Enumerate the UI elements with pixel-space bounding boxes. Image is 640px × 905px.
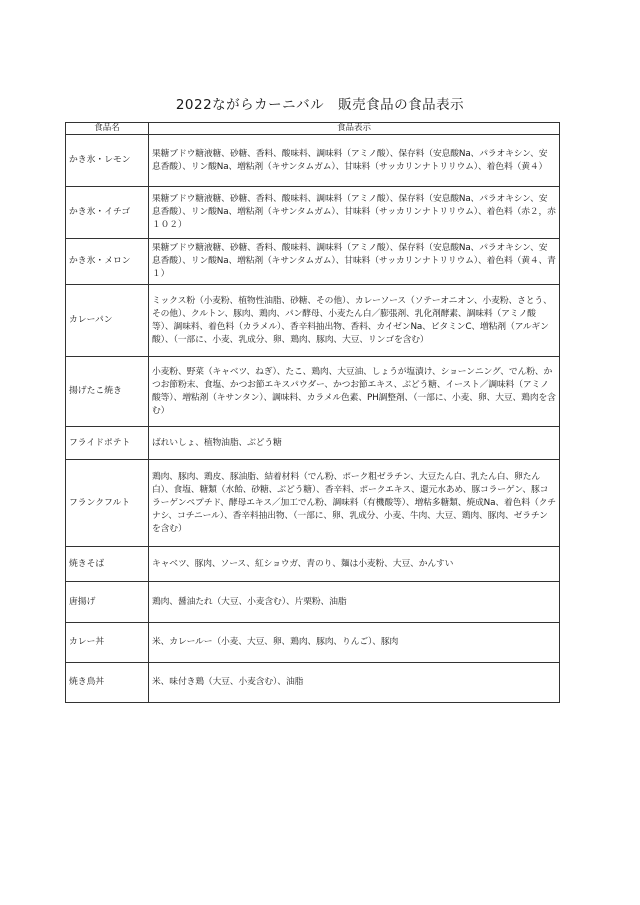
food-name-cell: 唐揚げ xyxy=(66,582,149,623)
food-label-cell: ばれいしょ、植物油脂、ぶどう糖 xyxy=(149,427,560,460)
table-row xyxy=(66,427,560,460)
food-name-cell: かき氷・レモン xyxy=(66,135,149,187)
table-row xyxy=(66,239,560,285)
table-row xyxy=(66,547,560,582)
table-row xyxy=(66,460,560,547)
column-header-food-name: 食品名 xyxy=(66,123,149,135)
food-name-cell: カレーパン xyxy=(66,285,149,357)
food-label-cell: 米、味付き鶏（大豆、小麦含む）、油脂 xyxy=(149,663,560,703)
food-label-cell: キャベツ、豚肉、ソース、紅ショウガ、青のり、麺は小麦粉、大豆、かんすい xyxy=(149,547,560,582)
food-name-cell: 焼き鳥丼 xyxy=(66,663,149,703)
table-row xyxy=(66,663,560,703)
food-name-cell: かき氷・メロン xyxy=(66,239,149,285)
table-row xyxy=(66,187,560,239)
food-name-cell: 焼きそば xyxy=(66,547,149,582)
food-name-cell: 揚げたこ焼き xyxy=(66,357,149,427)
food-label-cell: 小麦粉、野菜（キャベツ、ねぎ）、たこ、鶏肉、大豆油、しょうが塩漬け、ショーンニング、でん粉、かつお節粉末、食塩、かつお節エキスパウダー、かつお節エキス、ぶどう糖、イースト／調味料（アミノ酸等）、増粘剤（キサンタン）、調味料、カラメル色素、PH調整剤、（一部に、小麦、卵、大豆、鶏肉を含む） xyxy=(149,357,560,427)
table-row xyxy=(66,582,560,623)
food-name-cell: フランクフルト xyxy=(66,460,149,547)
food-label-cell: ミックス粉（小麦粉、植物性油脂、砂糖、その他）、カレーソース（ソテーオニオン、小麦粉、さとう、その他）、クルトン、豚肉、鶏肉、パン酵母、小麦たん白／膨張剤、乳化剤酵素、調味料（アミノ酸等）、調味料、着色料（カラメル）、香辛料抽出物、香料、カイゼンNa、ビタミンC、増粘剤（アルギン酸）、（一部に、小麦、乳成分、卵、鶏肉、豚肉、大豆、リンゴを含む） xyxy=(149,285,560,357)
table-header-row xyxy=(66,123,560,135)
food-label-cell: 果糖ブドウ糖液糖、砂糖、香料、酸味料、調味料（アミノ酸）、保存料（安息酸Na、パラオキシン、安息香酸）、リン酸Na、増粘剤（キサンタムガム）、甘味料（サッカリンナトリリウム）、着色料（赤２，赤１０２） xyxy=(149,187,560,239)
table-row xyxy=(66,623,560,663)
food-name-cell: フライドポテト xyxy=(66,427,149,460)
food-label-cell: 果糖ブドウ糖液糖、砂糖、香料、酸味料、調味料（アミノ酸）、保存料（安息酸Na、パラオキシン、安息香酸）、リン酸Na、増粘剤（キサンタムガム）、甘味料（サッカリンナトリリウム）、着色料（黄４、青１） xyxy=(149,239,560,285)
food-label-cell: 果糖ブドウ糖液糖、砂糖、香料、酸味料、調味料（アミノ酸）、保存料（安息酸Na、パラオキシン、安息香酸）、リン酸Na、増粘剤（キサンタムガム）、甘味料（サッカリンナトリリウム）、着色料（黄４） xyxy=(149,135,560,187)
food-label-cell: 鶏肉、豚肉、鶏皮、豚油脂、結着材料（でん粉、ポーク粗ゼラチン、大豆たん白、乳たん白、卵たん白）、食塩、糖類（水飴、砂糖、ぶどう糖）、香辛料、ポークエキス、還元水あめ、豚コラーゲン、豚コラーゲンペプチド、酵母エキス／加工でん粉、調味料（有機酸等）、増粘多糖類、焼成Na、着色料（クチナシ、コチニール）、香辛料抽出物、（一部に、卵、乳成分、小麦、牛肉、大豆、鶏肉、豚肉、ゼラチンを含む） xyxy=(149,460,560,547)
page-title: 2022ながらカーニバル 販売食品の食品表示 xyxy=(175,97,465,113)
food-name-cell: かき氷・イチゴ xyxy=(66,187,149,239)
food-label-cell: 米、カレールー（小麦、大豆、卵、鶏肉、豚肉、りんご）、豚肉 xyxy=(149,623,560,663)
food-label-table xyxy=(65,122,560,703)
table-row xyxy=(66,285,560,357)
food-name-cell: カレー丼 xyxy=(66,623,149,663)
table-row xyxy=(66,135,560,187)
column-header-food-label: 食品表示 xyxy=(149,123,560,135)
food-label-cell: 鶏肉、醤油たれ（大豆、小麦含む）、片栗粉、油脂 xyxy=(149,582,560,623)
table-row xyxy=(66,357,560,427)
